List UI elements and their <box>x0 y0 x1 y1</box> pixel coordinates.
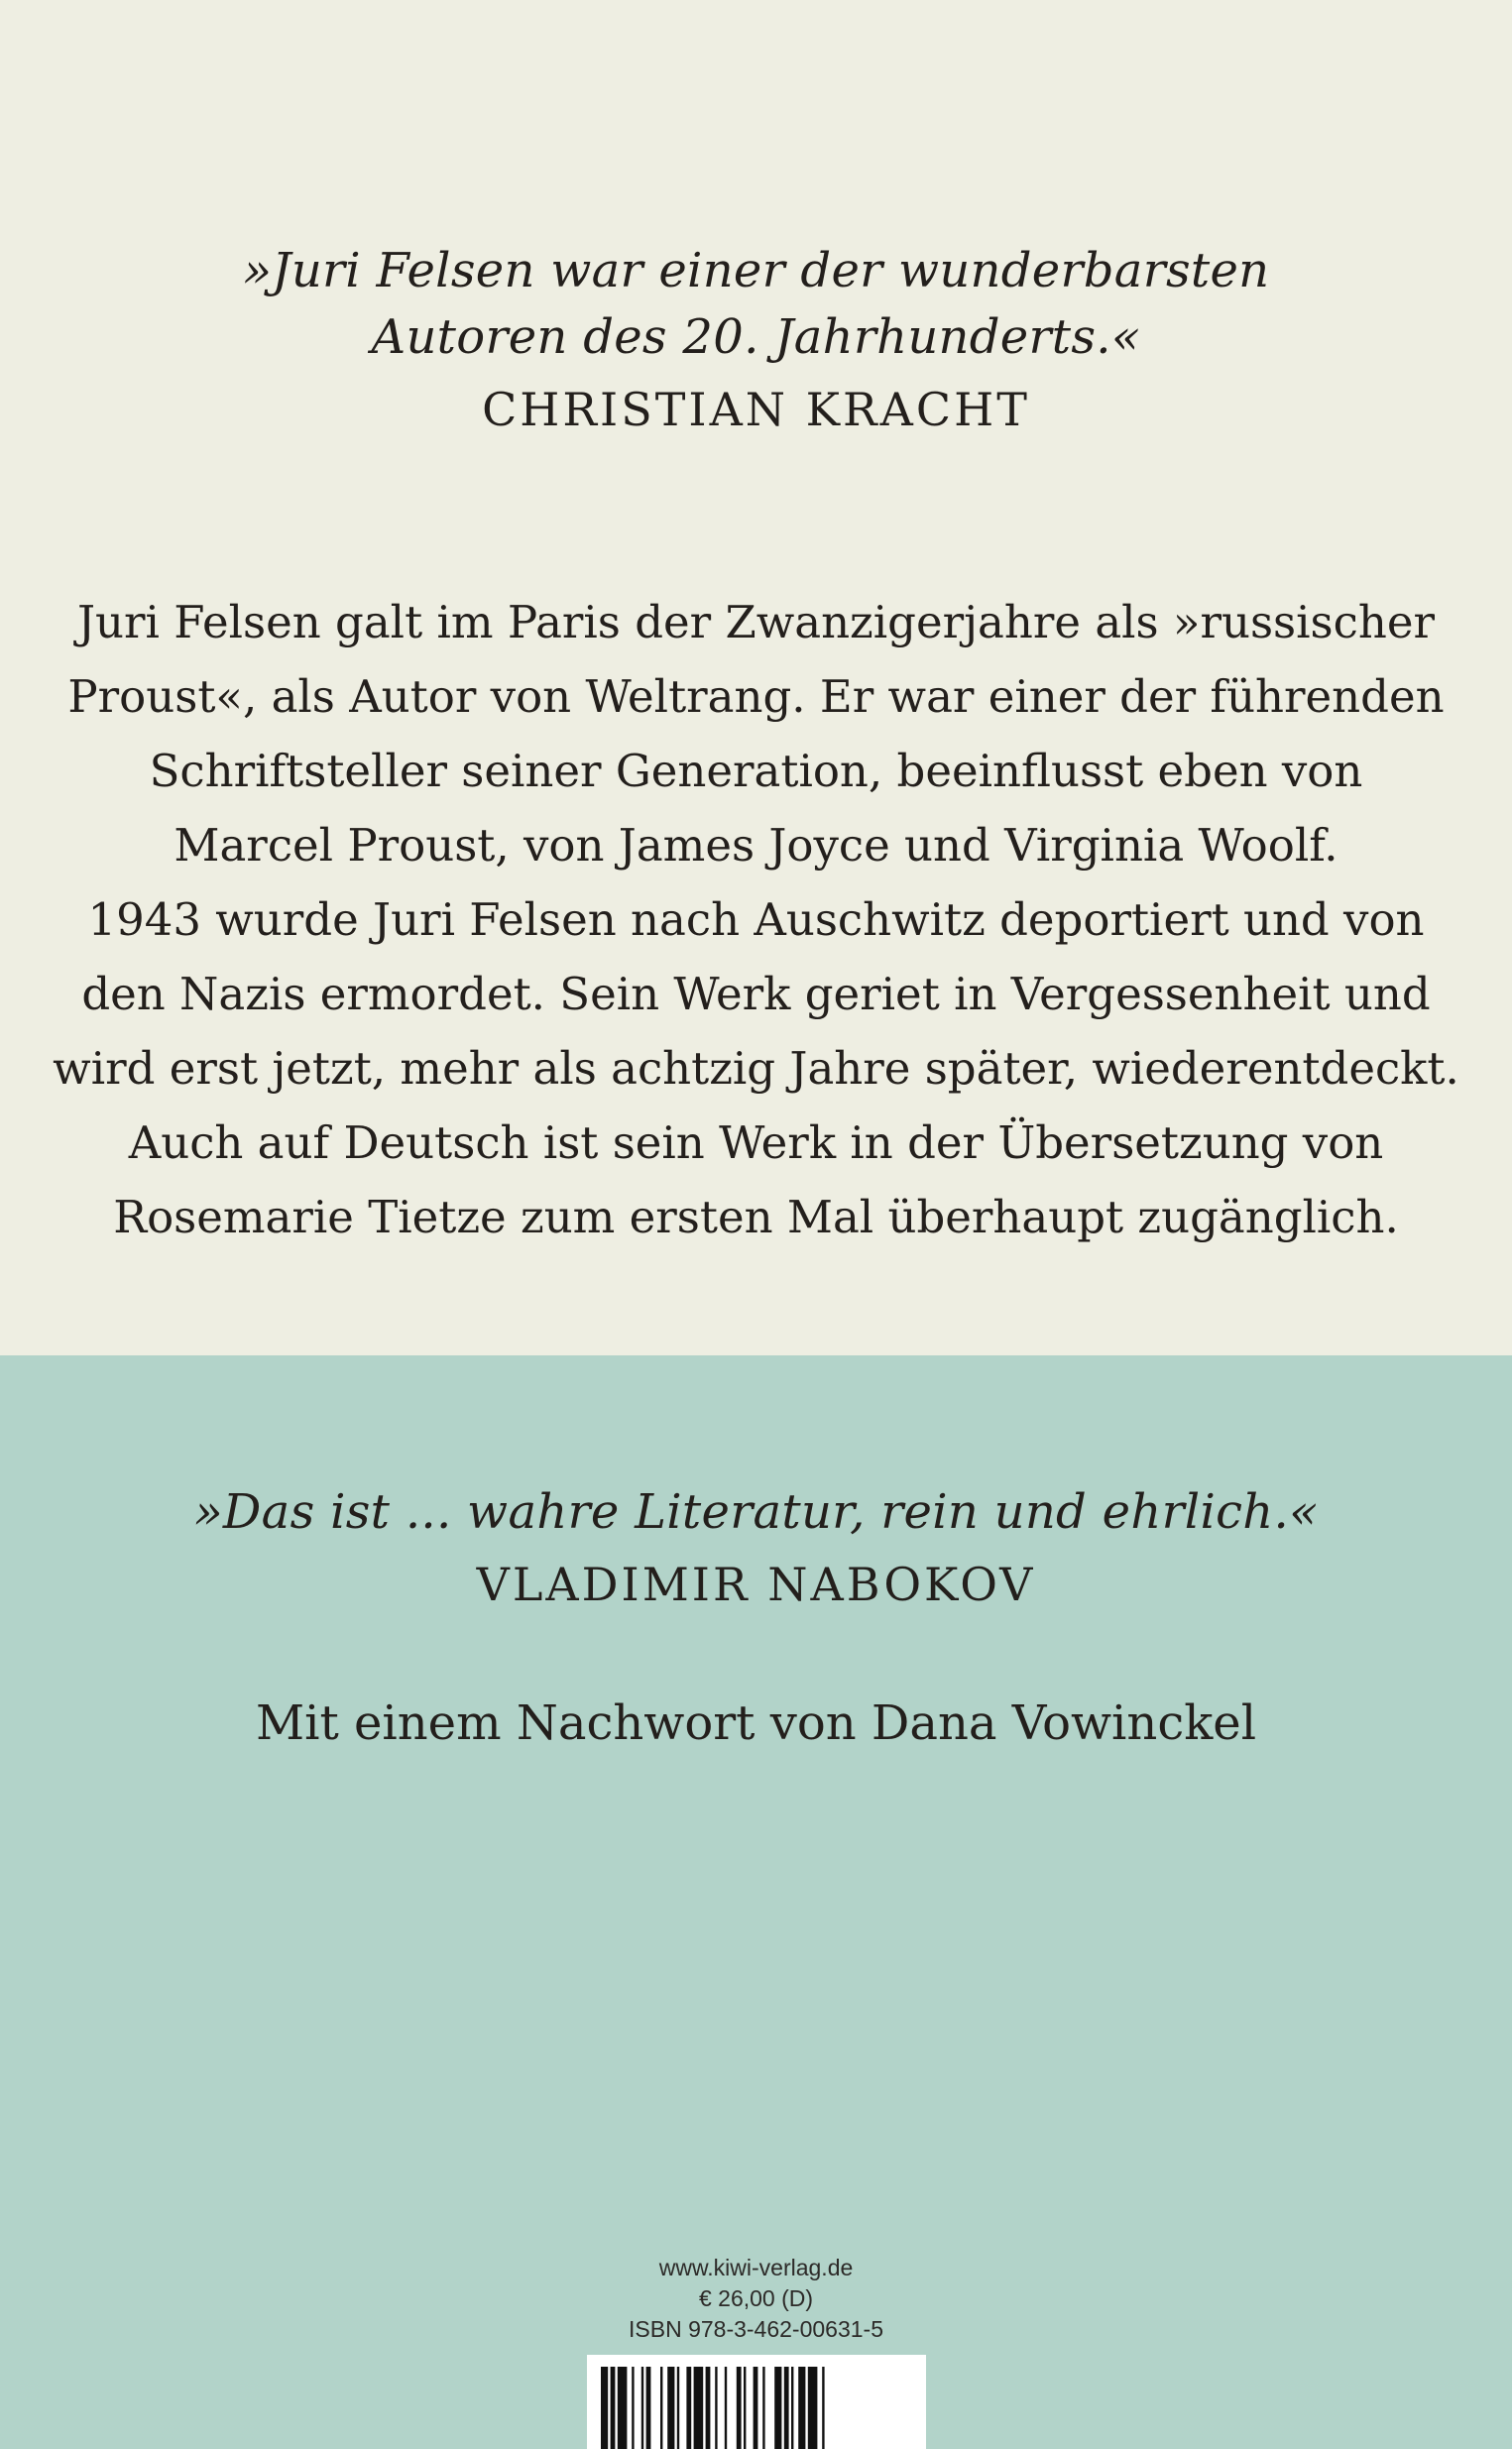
description-line: den Nazis ermordet. Sein Werk geriet in Vergessenheit und <box>81 968 1431 1020</box>
quote-attribution: CHRISTIAN KRACHT <box>482 383 1030 436</box>
quote-line: Autoren des 20. Jahrhunderts.« <box>371 309 1141 365</box>
kracht-quote <box>0 238 1512 442</box>
description-line: Proust«, als Autor von Weltrang. Er war einer der führenden <box>67 670 1445 723</box>
description-line: 1943 wurde Juri Felsen nach Auschwitz deportiert und von <box>87 893 1425 946</box>
barcode-graphic <box>587 2355 926 2449</box>
description-line: Juri Felsen galt im Paris der Zwanzigerjahre als »russischer <box>77 596 1435 648</box>
quote-line: »Das ist ... wahre Literatur, rein und ehrlich.« <box>193 1484 1319 1540</box>
publisher-url: www.kiwi-verlag.de <box>658 2255 854 2280</box>
description-line: Auch auf Deutsch ist sein Werk in der Übersetzung von <box>128 1116 1384 1169</box>
isbn: ISBN 978-3-462-00631-5 <box>629 2316 883 2342</box>
description-line: wird erst jetzt, mehr als achtzig Jahre später, wiederentdeckt. <box>53 1042 1459 1095</box>
price: € 26,00 (D) <box>698 2285 814 2311</box>
nabokov-quote <box>0 1479 1512 1617</box>
barcode <box>587 2355 926 2449</box>
afterword-note: Mit einem Nachwort von Dana Vowinckel <box>255 1695 1257 1751</box>
description-line: Marcel Proust, von James Joyce und Virginia Woolf. <box>174 819 1338 872</box>
book-description <box>0 585 1512 1254</box>
quote-attribution: VLADIMIR NABOKOV <box>476 1558 1036 1611</box>
description-line: Schriftsteller seiner Generation, beeinflusst eben von <box>149 745 1363 797</box>
quote-line: »Juri Felsen war einer der wunderbarsten <box>242 243 1270 298</box>
description-line: Rosemarie Tietze zum ersten Mal überhaupt zugänglich. <box>113 1191 1399 1243</box>
publication-info <box>0 2253 1512 2345</box>
